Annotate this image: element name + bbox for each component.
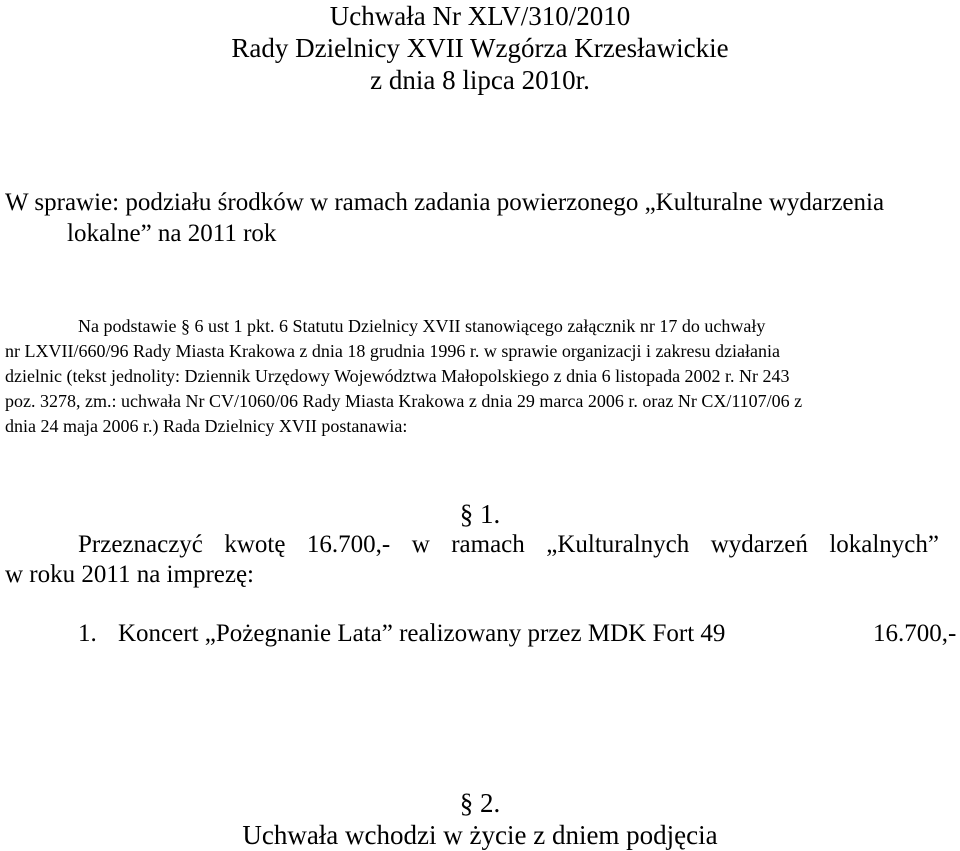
resolution-number: Uchwała Nr XLV/310/2010 — [329, 1, 631, 31]
legal-basis-line-2: nr LXVII/660/96 Rady Miasta Krakowa z dnia 18 grudnia 1996 r. w sprawie organizacji i zakresu działania — [5, 341, 780, 361]
list-item-number: 1. — [78, 620, 97, 647]
legal-basis-line-3: dzielnic (tekst jednolity: Dziennik Urzędowy Województwa Małopolskiego z dnia 6 listopada 2002 r. Nr 243 — [5, 366, 790, 386]
list-item-amount: 16.700,- — [873, 620, 957, 647]
legal-basis — [5, 314, 957, 439]
resolution-header — [0, 0, 960, 96]
subject-line-2: lokalne” na 2011 rok — [67, 220, 277, 247]
legal-basis-line-1: Na podstawie § 6 ust 1 pkt. 6 Statutu Dzielnicy XVII stanowiącego załącznik nr 17 do uchwały — [78, 316, 766, 336]
legal-basis-line-5: dnia 24 maja 2006 r.) Rada Dzielnicy XVII postanawia: — [5, 416, 408, 436]
section-2-heading: § 2. — [459, 788, 501, 818]
resolution-date: z dnia 8 lipca 2010r. — [370, 65, 590, 95]
subject-line-1: W sprawie: podziału środków w ramach zadania powierzonego „Kulturalne wydarzenia — [5, 189, 885, 216]
section-1-line-1: Przeznaczyć kwotę 16.700,- w ramach „Kulturalnych wydarzeń lokalnych” — [78, 531, 939, 558]
section-1-text — [5, 530, 939, 590]
list-item-description: Koncert „Pożegnanie Lata” realizowany przez MDK Fort 49 — [118, 620, 726, 647]
resolution-subject — [5, 187, 955, 249]
section-1-heading: § 1. — [459, 499, 501, 529]
council-name: Rady Dzielnicy XVII Wzgórza Krzesławickie — [231, 33, 729, 63]
section-2-text: Uchwała wchodzi w życie z dniem podjęcia — [242, 820, 718, 850]
section-1-line-2: w roku 2011 na imprezę: — [5, 561, 254, 588]
legal-basis-line-4: poz. 3278, zm.: uchwała Nr CV/1060/06 Rady Miasta Krakowa z dnia 29 marca 2006 r. oraz Nr CX/1107/06 z — [5, 391, 803, 411]
